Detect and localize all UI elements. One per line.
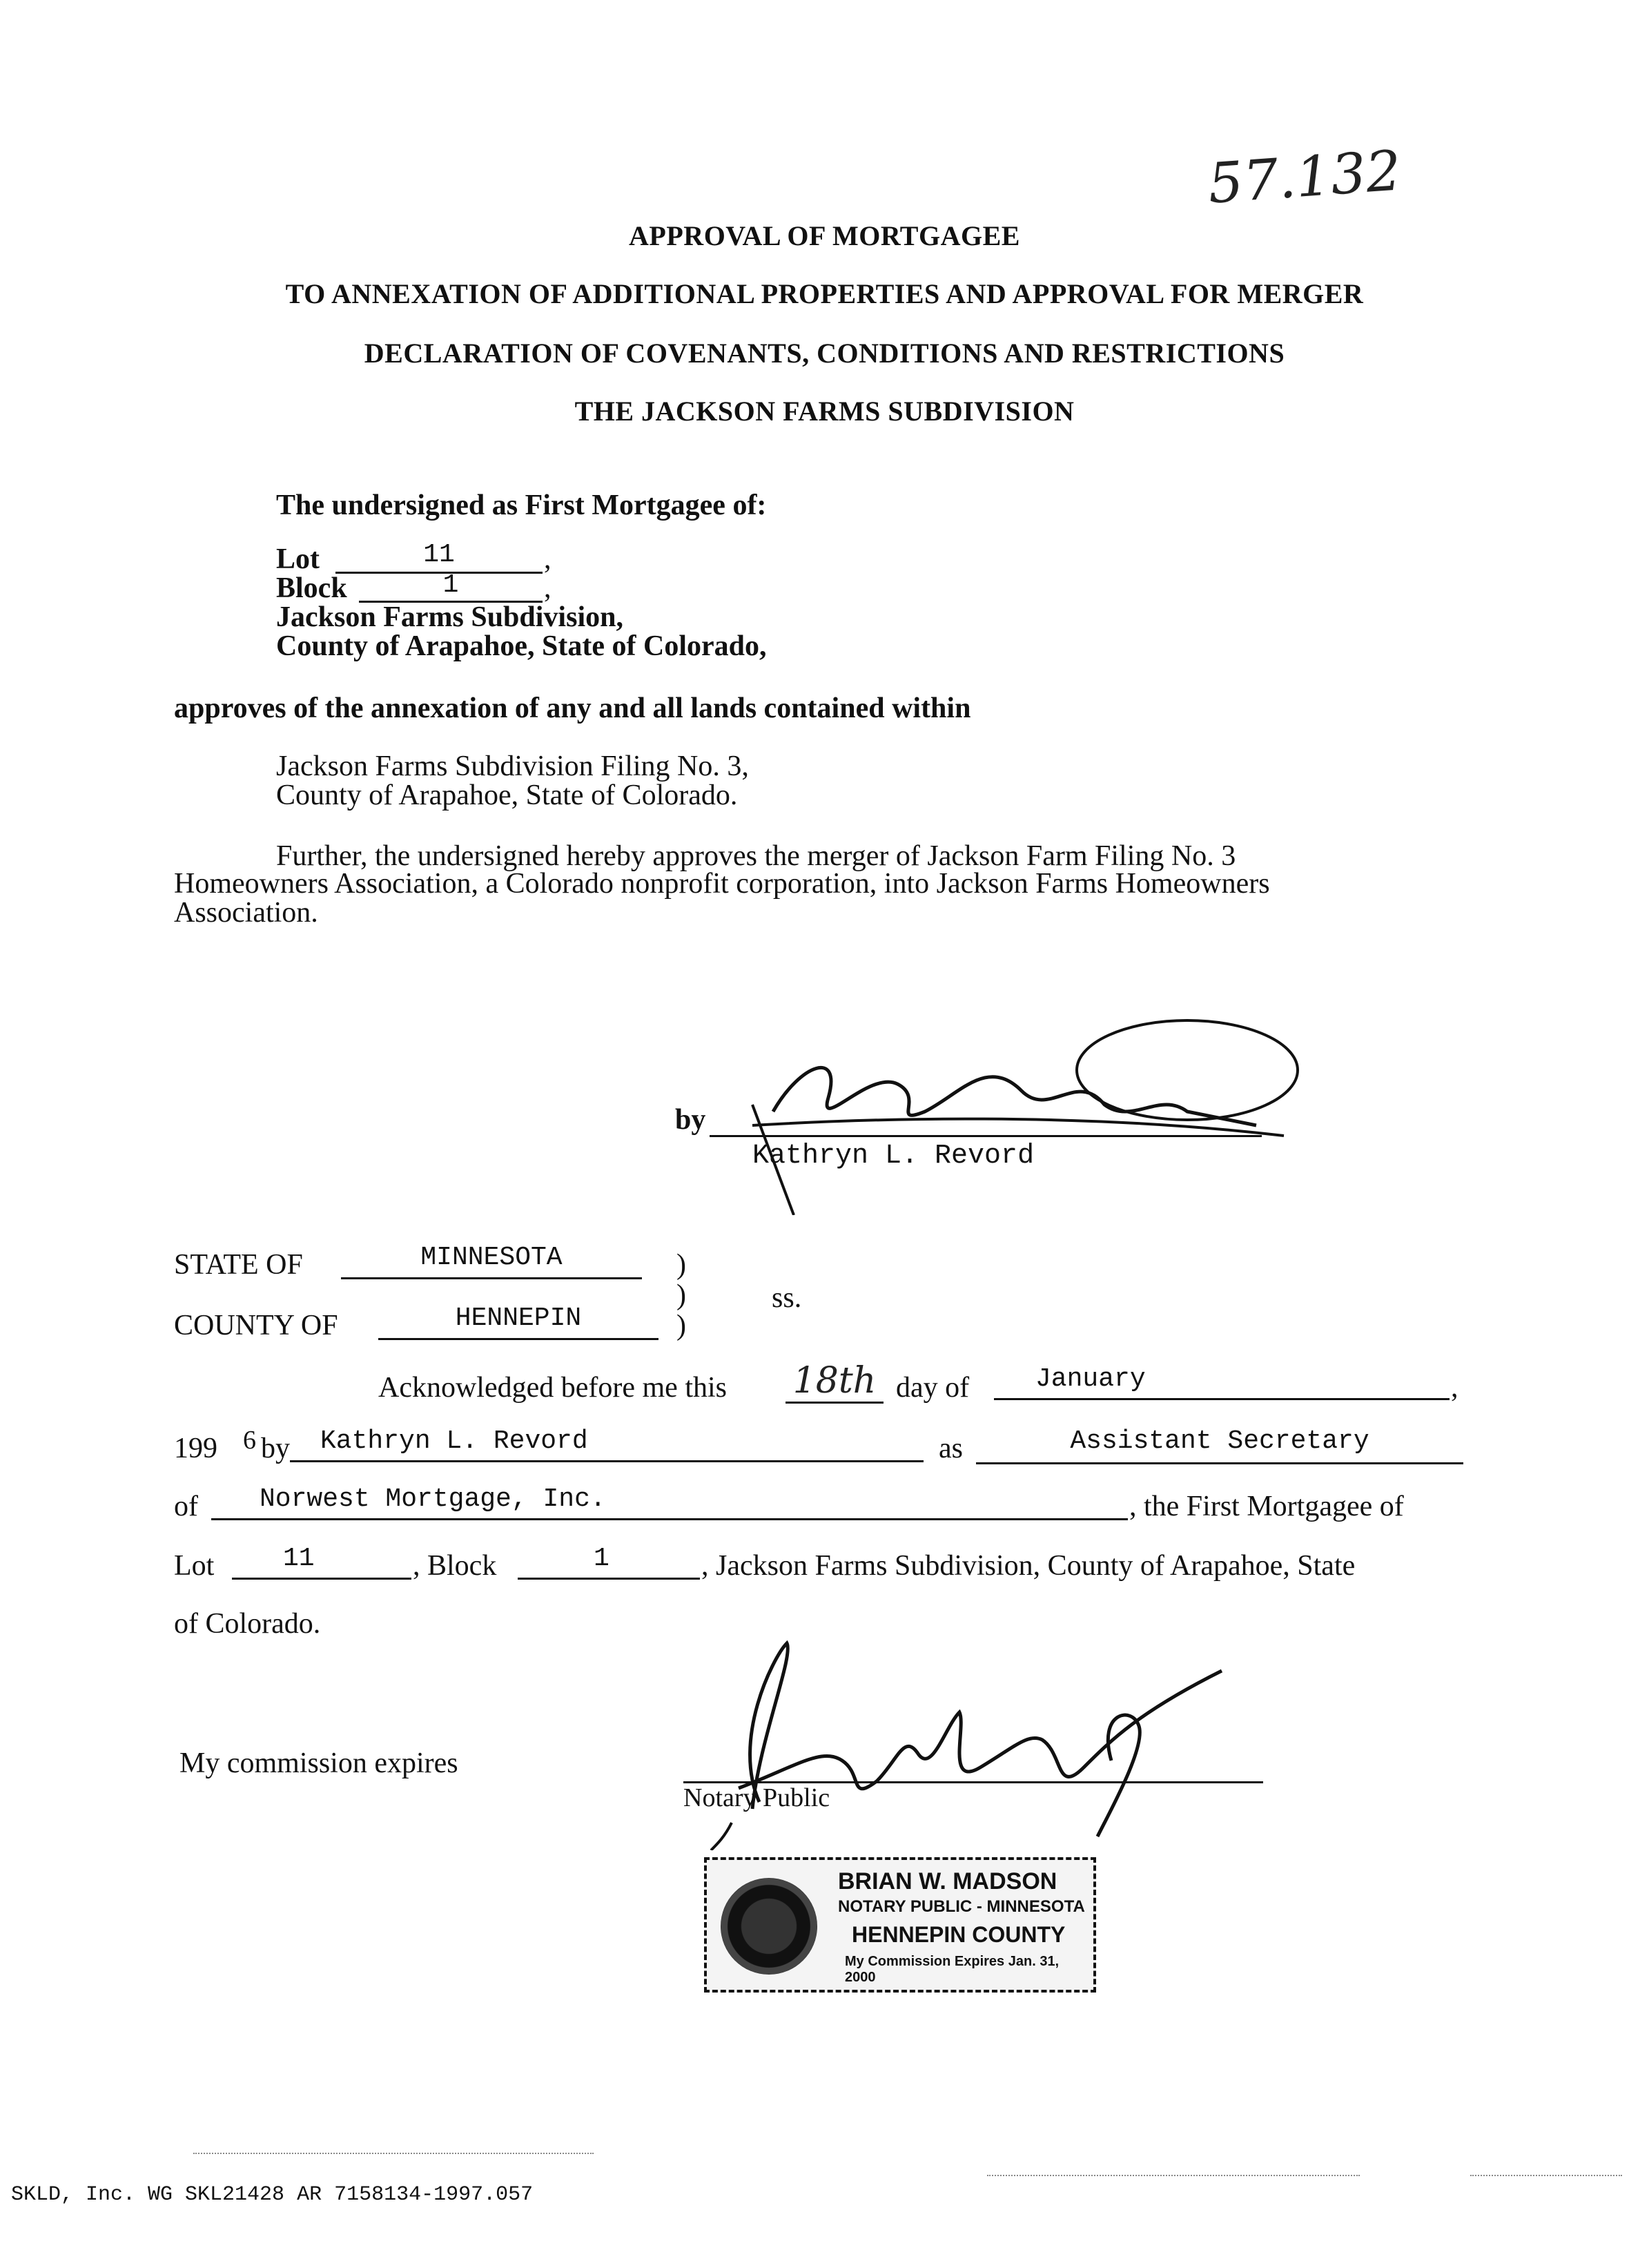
signature-line <box>710 1135 1262 1137</box>
ack-day-blank <box>786 1360 884 1404</box>
filing-line-2: County of Arapahoe, State of Colorado. <box>276 779 738 811</box>
state-label: STATE OF <box>174 1249 303 1281</box>
title-line-2: TO ANNEXATION OF ADDITIONAL PROPERTIES AND APPROVAL FOR MERGER <box>285 278 1364 309</box>
block-label: Block <box>276 572 347 604</box>
title-line-1: APPROVAL OF MORTGAGEE <box>629 220 1020 251</box>
ack-by-label: by <box>261 1433 290 1464</box>
mortgagee-signature <box>663 1008 1325 1215</box>
subdivision-line: Jackson Farms Subdivision, <box>276 601 623 633</box>
ack-colorado: of Colorado. <box>174 1608 321 1640</box>
filing-line-1: Jackson Farms Subdivision Filing No. 3, <box>276 750 749 782</box>
paren-2: ) <box>676 1279 686 1311</box>
ack-lot-value: 11 <box>283 1544 315 1573</box>
lot-blank <box>335 540 543 574</box>
ack-company: Norwest Mortgage, Inc. <box>260 1484 606 1514</box>
lot-comma: , <box>544 543 552 575</box>
ack-prefix: Acknowledged before me this <box>378 1372 728 1404</box>
block-value: 1 <box>442 570 459 600</box>
notary-signature <box>656 1629 1277 1850</box>
ack-month: January <box>1035 1364 1146 1394</box>
intro-text: The undersigned as First Mortgagee of: <box>276 490 767 521</box>
ack-day-of: day of <box>896 1372 970 1404</box>
ack-company-blank <box>211 1484 1128 1520</box>
ack-title-blank <box>976 1426 1463 1464</box>
ack-as-label: as <box>939 1433 963 1464</box>
ack-lot-label: Lot <box>174 1550 215 1582</box>
ack-block-label: , Block <box>413 1550 497 1582</box>
approves-line: approves of the annexation of any and all lands contained within <box>174 692 971 724</box>
block-blank <box>359 570 543 603</box>
ack-first-mortgagee: , the First Mortgagee of <box>1129 1491 1404 1522</box>
ack-block-value: 1 <box>594 1544 609 1573</box>
handwritten-doc-number: 57.132 <box>1206 138 1403 216</box>
state-value: MINNESOTA <box>420 1243 563 1272</box>
merger-line-1: Further, the undersigned hereby approves the merger of Jackson Farm Filing No. 3 <box>276 840 1236 872</box>
ack-name-blank <box>290 1426 924 1462</box>
signer-typed-name: Kathryn L. Revord <box>752 1141 1035 1172</box>
footer-artifact-right <box>1470 2175 1622 2176</box>
footer-reference: SKLD, Inc. WG SKL21428 AR 7158134-1997.057 <box>11 2183 534 2207</box>
ack-year-prefix: 199 <box>174 1433 217 1464</box>
title-line-3: DECLARATION OF COVENANTS, CONDITIONS AND RESTRICTIONS <box>364 338 1285 369</box>
ack-location: , Jackson Farms Subdivision, County of Arapahoe, State <box>701 1550 1356 1582</box>
paren-3: ) <box>676 1310 686 1341</box>
ack-year-digit: 6 <box>243 1426 256 1455</box>
block-comma: , <box>544 572 552 604</box>
lot-label: Lot <box>276 543 320 575</box>
ack-lot-blank <box>232 1544 411 1580</box>
ack-name: Kathryn L. Revord <box>320 1426 588 1456</box>
stamp-line-4: My Commission Expires Jan. 31, 2000 <box>845 1954 1060 1985</box>
signature-by-label: by <box>675 1104 706 1136</box>
commission-label: My commission expires <box>179 1747 458 1779</box>
merger-line-3: Association. <box>174 897 318 929</box>
footer-artifact-left <box>193 2153 594 2154</box>
notary-public-label: Notary Public <box>683 1783 830 1812</box>
stamp-line-2: NOTARY PUBLIC - MINNESOTA <box>838 1897 1085 1916</box>
notary-seal <box>721 1878 817 1975</box>
county-blank <box>378 1303 658 1340</box>
lot-value: 11 <box>423 540 455 570</box>
paren-1: ) <box>676 1249 686 1281</box>
notary-stamp <box>704 1857 1096 1993</box>
ack-of-label: of <box>174 1491 198 1522</box>
merger-line-2: Homeowners Association, a Colorado nonprofit corporation, into Jackson Farms Homeowners <box>174 868 1270 900</box>
ack-block-blank <box>518 1544 700 1580</box>
title-line-4: THE JACKSON FARMS SUBDIVISION <box>574 396 1075 427</box>
ack-title: Assistant Secretary <box>1070 1426 1369 1456</box>
ack-day: 18th <box>792 1360 877 1402</box>
footer-artifact-mid <box>987 2175 1360 2176</box>
ack-month-comma: , <box>1451 1372 1458 1404</box>
stamp-line-3: HENNEPIN COUNTY <box>852 1922 1066 1947</box>
county-line: County of Arapahoe, State of Colorado, <box>276 630 767 662</box>
ss-label: ss. <box>772 1282 802 1314</box>
county-label: COUNTY OF <box>174 1310 338 1341</box>
ack-month-blank <box>994 1364 1450 1400</box>
stamp-name: BRIAN W. MADSON <box>838 1868 1057 1894</box>
state-blank <box>341 1243 642 1279</box>
county-value: HENNEPIN <box>455 1303 582 1333</box>
